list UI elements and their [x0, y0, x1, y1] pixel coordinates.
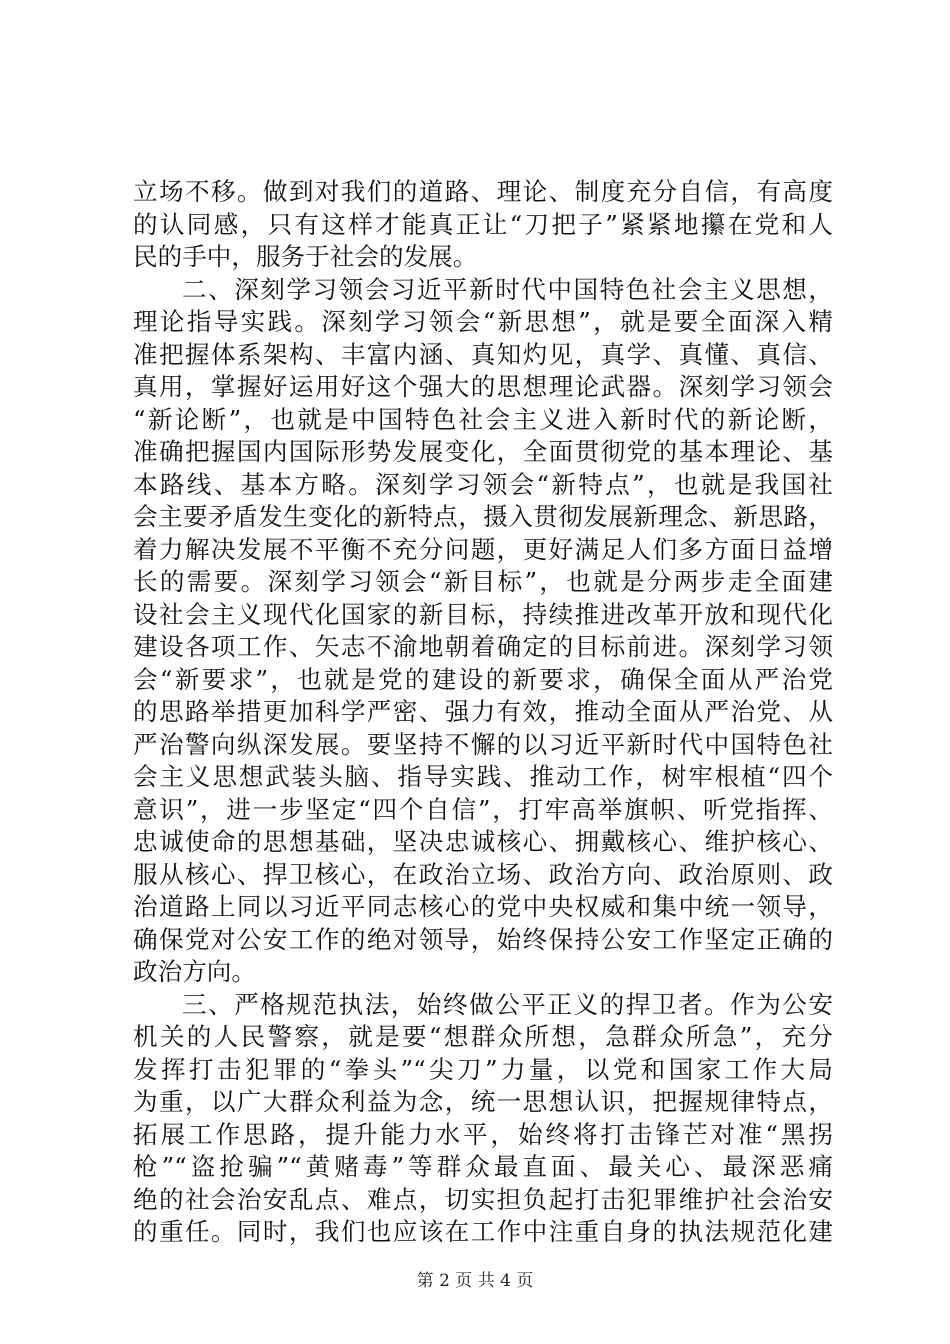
paragraph — [133, 989, 833, 1249]
text-line: 三、严格规范执法，始终做公平正义的捍卫者。作为公安 — [182, 989, 833, 1019]
text-line: 枪”“盗抢骗”“黄赌毒”等群众最直面、最关心、最深恶痛 — [133, 1152, 833, 1181]
text-line: 忠诚使命的思想基础，坚决忠诚核心、拥戴核心、维护核心、 — [133, 827, 833, 856]
text-line: 的认同感，只有这样才能真正让“刀把子”紧紧地攥在党和人 — [133, 209, 833, 239]
text-line: 机关的人民警察，就是要“想群众所想，急群众所急”，充分 — [133, 1022, 833, 1051]
paragraph — [133, 176, 833, 274]
text-line: 设社会主义现代化国家的新目标，持续推进改革开放和现代化 — [133, 599, 833, 629]
document-body — [133, 176, 833, 1249]
text-line: 绝的社会治安乱点、难点，切实担负起打击犯罪维护社会治安 — [133, 1184, 833, 1214]
text-line: 本路线、基本方略。深刻学习领会“新特点”，也就是我国社 — [133, 469, 833, 499]
text-line: 拓展工作思路，提升能力水平，始终将打击锋芒对准“黑拐 — [133, 1119, 833, 1149]
text-line: 会主义思想武装头脑、指导实践、推动工作，树牢根植“四个 — [133, 762, 833, 791]
text-line: 立场不移。做到对我们的道路、理论、制度充分自信，有高度 — [133, 177, 833, 206]
text-line: 理论指导实践。深刻学习领会“新思想”，就是要全面深入精 — [133, 307, 833, 336]
paragraph — [133, 274, 833, 989]
text-line: 民的手中，服务于社会的发展。 — [133, 242, 478, 271]
text-line: 真用，掌握好运用好这个强大的思想理论武器。深刻学习领会 — [133, 372, 833, 401]
text-line: 准把握体系架构、丰富内涵、真知灼见，真学、真懂、真信、 — [133, 339, 833, 369]
text-line: 为重，以广大群众利益为念，统一思想认识，把握规律特点， — [133, 1087, 833, 1116]
text-line: 治道路上同以习近平同志核心的党中央权威和集中统一领导， — [133, 892, 833, 921]
text-line: “新论断”，也就是中国特色社会主义进入新时代的新论断， — [133, 404, 833, 434]
text-line: 发挥打击犯罪的“拳头”“尖刀”力量，以党和国家工作大局 — [133, 1054, 833, 1084]
text-line: 会主要矛盾发生变化的新特点，摄入贯彻发展新理念、新思路， — [133, 502, 833, 531]
text-line: 服从核心、捍卫核心，在政治立场、政治方向、政治原则、政 — [133, 859, 833, 889]
text-line: 着力解决发展不平衡不充分问题，更好满足人们多方面日益增 — [133, 534, 833, 564]
text-line: 准确把握国内国际形势发展变化，全面贯彻党的基本理论、基 — [133, 437, 833, 466]
text-line: 意识”，进一步坚定“四个自信”，打牢高举旗帜、听党指挥、 — [133, 794, 833, 824]
text-line: 建设各项工作、矢志不渝地朝着确定的目标前进。深刻学习领 — [133, 632, 833, 661]
text-line: 长的需要。深刻学习领会“新目标”，也就是分两步走全面建 — [133, 567, 833, 596]
text-line: 的思路举措更加科学严密、强力有效，推动全面从严治党、从 — [133, 697, 833, 726]
text-line: 会“新要求”，也就是党的建设的新要求，确保全面从严治党 — [133, 664, 833, 694]
text-line: 的重任。同时，我们也应该在工作中注重自身的执法规范化建 — [133, 1217, 833, 1246]
text-line: 政治方向。 — [133, 957, 256, 986]
text-line: 二、深刻学习领会习近平新时代中国特色社会主义思想， — [182, 274, 833, 304]
page-number-footer: 第 2 页 共 4 页 — [416, 1271, 534, 1291]
text-line: 严治警向纵深发展。要坚持不懈的以习近平新时代中国特色社 — [133, 729, 833, 759]
text-line: 确保党对公安工作的绝对领导，始终保持公安工作坚定正确的 — [133, 924, 833, 954]
